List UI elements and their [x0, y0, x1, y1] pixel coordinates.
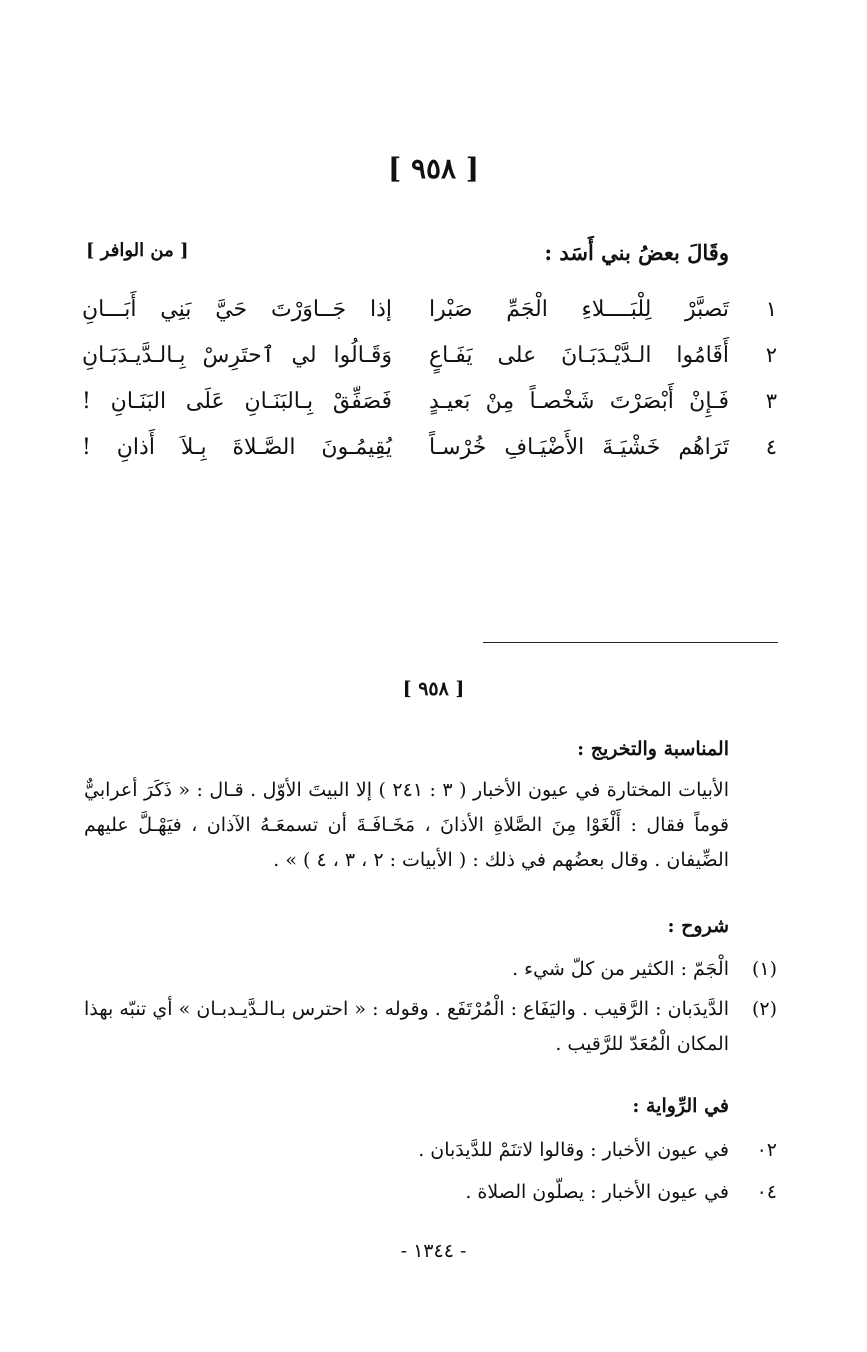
variant-number: ٠٤ [756, 1181, 777, 1203]
variant-item [84, 1175, 777, 1210]
verse-first-hemistich: تَصبَّرْ لِلْبَــــلاءِ الْجَمِّ صَبْرا [429, 297, 729, 322]
verse-second-hemistich: إذا جَــاوَرْتَ حَيَّ بَنِي أَبَـــانِ [82, 297, 392, 322]
poem-intro: وقَالَ بعضُ بني أَسَد : [544, 240, 729, 265]
verse-row [0, 435, 867, 481]
section-divider [483, 642, 778, 643]
variant-text: في عيون الأخبار : وقالوا لاتنَمْ للدَّيدَبان . [418, 1139, 729, 1161]
explanation-item [84, 992, 777, 1062]
poem-meter: [ من الوافر ] [86, 240, 189, 261]
explanation-number: (٢) [751, 998, 777, 1020]
poem-number: [ ٩٥٨ ] [387, 152, 480, 185]
explanation-text: الْجَمّ : الكثير من كلّ شيء . [512, 958, 729, 980]
verse-number: ١ [765, 297, 777, 321]
verse-row [0, 297, 867, 343]
explanation-number: (١) [751, 958, 777, 980]
verse-number: ٤ [765, 435, 777, 459]
verse-row [0, 389, 867, 435]
page-number: - ١٣٤٤ - [400, 1240, 467, 1262]
verse-first-hemistich: تَرَاهُم خَشْيَـةَ الأَضْيَـافِ خُرْسـاً [429, 435, 729, 460]
verse-row [0, 343, 867, 389]
verse-first-hemistich: أَقَامُوا الـدَّيْـدَبَـانَ على يَفَـاعٍ [429, 343, 729, 368]
variant-text: في عيون الأخبار : يصلّون الصلاة . [465, 1181, 729, 1203]
variant-number: ٠٢ [756, 1139, 777, 1161]
verse-second-hemistich: وَقَـالُوا لي ٱحتَرِسْ بِـالـدَّيـدَبَـانِ [82, 343, 392, 368]
variant-item [84, 1133, 777, 1168]
verse-number: ٣ [765, 389, 777, 413]
explanation-text: الدَّيدَبان : الرَّقيب . واليَفَاع : الْمُرْتَفَع . وقوله : « احترس بـالـدَّيـدبـان » أي تنبّه بهذا المكان الْمُعَدّ للرَّقيب . [84, 998, 729, 1055]
occasion-heading: المناسبة والتخريج : [577, 738, 729, 760]
verse-number: ٢ [765, 343, 777, 367]
notes-number: [ ٩٥٨ ] [402, 678, 465, 700]
verse-first-hemistich: فَـإِنْ أَبْصَرْتَ شَخْصـاً مِنْ بَعيـدٍ [429, 389, 729, 414]
verse-second-hemistich: يُقِيمُـونَ الصَّـلاةَ بِـلاَ أَذانِ ! [82, 435, 392, 460]
variants-heading: في الرِّواية : [632, 1095, 729, 1117]
explanations-heading: شروح : [667, 915, 729, 937]
verse-second-hemistich: فَصَفِّقْ بِـالبَنَـانِ عَلَى البَنَـانِ ! [82, 389, 392, 414]
explanation-item [84, 952, 777, 987]
occasion-paragraph: الأبيات المختارة في عيون الأخبار ( ٣ : ٢٤١ ) إلا البيتَ الأوّل . قـال : « ذَكَرَ أعرابيٌّ قوماً فقال : أَلْغَوْا مِنَ الصَّلاةِ الأذانَ ، مَخَـافَـةَ أن تسمعَـهُ الآذان ، فيَهْـلَّ عليهم الضِّيفان . وقال بعضُهم في ذلك : ( الأبيات : ٢ ، ٣ ، ٤ ) » . [84, 779, 729, 871]
